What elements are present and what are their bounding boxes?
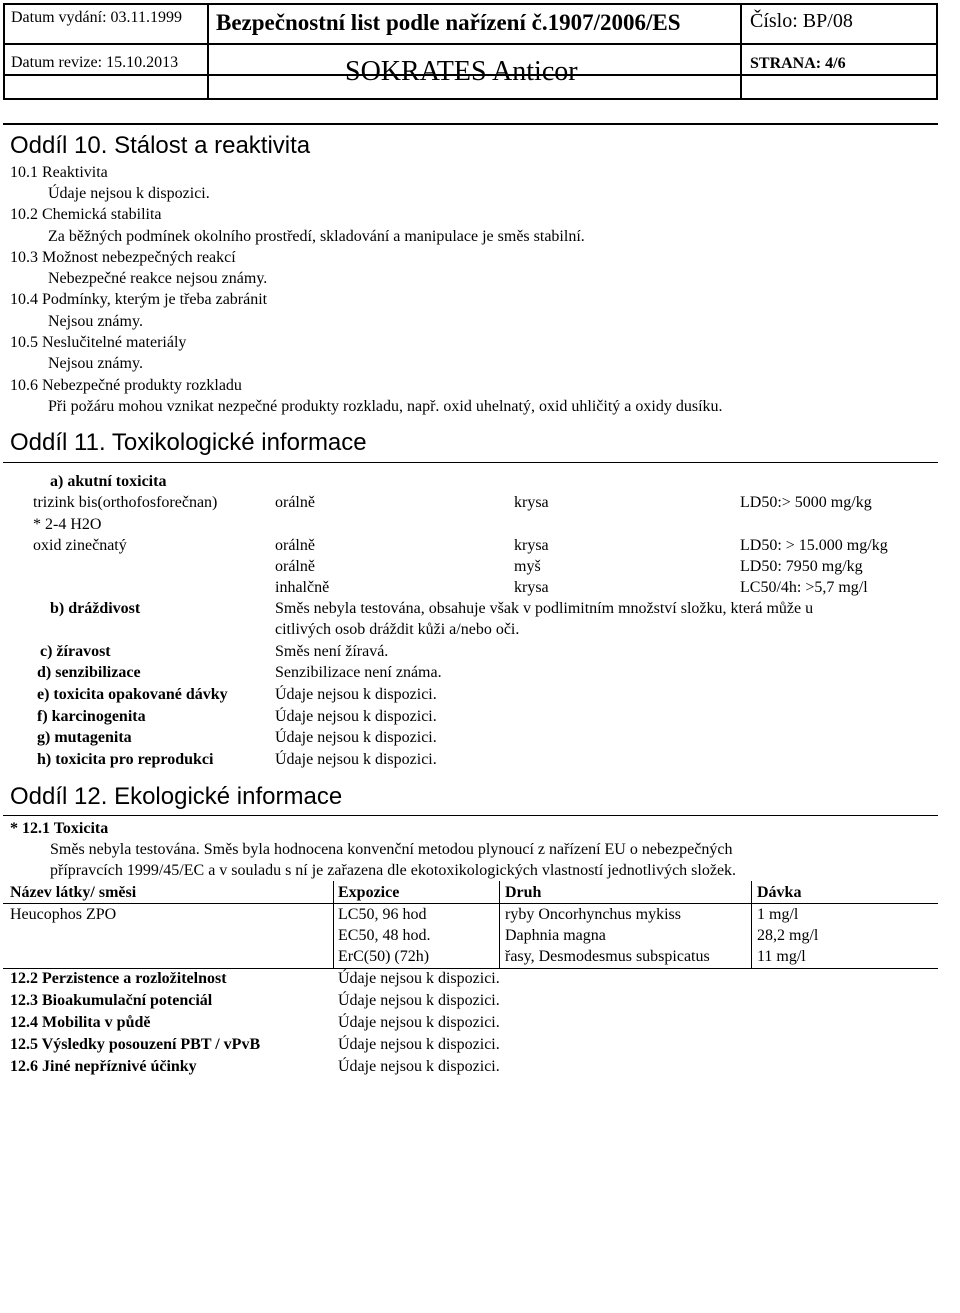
s12-row-label: 12.4 Mobilita v půdě <box>10 1014 151 1031</box>
substance-1-species: krysa <box>514 494 549 511</box>
table-header-substance: Název látky/ směsi <box>10 884 137 901</box>
s12-row-text: Údaje nejsou k dispozici. <box>338 1014 500 1031</box>
s12-1-text: Směs nebyla testována. Směs byla hodnocena konvenční metodou plynoucí z nařízení EU o nebezpečných <box>50 841 733 858</box>
table-rule <box>3 968 938 969</box>
tox-row-text: Údaje nejsou k dispozici. <box>275 686 437 703</box>
tox-row-label: f) karcinogenita <box>37 708 146 725</box>
product-name: SOKRATES Anticor <box>345 56 578 87</box>
substance-2-species: myš <box>514 558 541 575</box>
table-cell-exposure: LC50, 96 hod <box>338 906 427 923</box>
table-header-exposure: Expozice <box>338 884 400 901</box>
s10-3-text: Nebezpečné reakce nejsou známy. <box>48 270 268 287</box>
table-rule <box>333 881 334 968</box>
s12-1-heading: * 12.1 Toxicita <box>10 820 109 837</box>
table-rule <box>499 881 500 968</box>
s10-4-text: Nejsou známy. <box>48 313 143 330</box>
table-cell-species: ryby Oncorhynchus mykiss <box>505 906 681 923</box>
s10-5-heading: 10.5 Neslučitelné materiály <box>10 334 187 351</box>
substance-2-value: LD50: > 15.000 mg/kg <box>740 537 888 554</box>
irritation-text-cont: citlivých osob dráždit kůži a/nebo oči. <box>275 621 520 638</box>
tox-row-label: d) senzibilizace <box>37 664 141 681</box>
section-10-title: Oddíl 10. Stálost a reaktivita <box>10 132 311 159</box>
document-title: Bezpečnostní list podle nařízení č.1907/2006/ES <box>216 10 681 35</box>
tox-row-text: Údaje nejsou k dispozici. <box>275 751 437 768</box>
substance-2-species: krysa <box>514 537 549 554</box>
table-rule <box>3 903 938 904</box>
section-rule <box>3 815 938 816</box>
s12-row-label: 12.5 Výsledky posouzení PBT / vPvB <box>10 1036 261 1053</box>
tox-row-label: h) toxicita pro reprodukci <box>37 751 214 768</box>
s10-4-heading: 10.4 Podmínky, kterým je třeba zabránit <box>10 291 268 308</box>
s12-row-text: Údaje nejsou k dispozici. <box>338 970 500 987</box>
irritation-label: b) dráždivost <box>50 600 141 617</box>
s12-row-text: Údaje nejsou k dispozici. <box>338 1058 500 1075</box>
s10-6-heading: 10.6 Nebezpečné produkty rozkladu <box>10 377 242 394</box>
table-header-species: Druh <box>505 884 542 901</box>
table-cell-exposure: EC50, 48 hod. <box>338 927 431 944</box>
section-rule <box>3 462 938 463</box>
document-header <box>3 3 938 100</box>
substance-2-value: LC50/4h: >5,7 mg/l <box>740 579 868 596</box>
substance-1-name: trizink bis(orthofosforečnan) <box>33 494 218 511</box>
table-header-dose: Dávka <box>757 884 802 901</box>
substance-2-name: oxid zinečnatý <box>33 537 127 554</box>
revision-date: Datum revize: 15.10.2013 <box>11 54 179 71</box>
table-cell-dose: 11 mg/l <box>757 948 806 965</box>
substance-1-value: LD50:> 5000 mg/kg <box>740 494 872 511</box>
tox-row-label: g) mutagenita <box>37 729 132 746</box>
table-cell-dose: 1 mg/l <box>757 906 799 923</box>
section-rule <box>3 123 938 125</box>
s12-1-text-cont: přípravcích 1999/45/EC a v souladu s ní je zařazena dle ekotoxikologických vlastností jednotlivých složek. <box>50 862 737 879</box>
tox-row-text: Směs není žíravá. <box>275 643 389 660</box>
irritation-text: Směs nebyla testována, obsahuje však v podlimitním množství složku, která může u <box>275 600 814 617</box>
substance-2-route: orálně <box>275 537 315 554</box>
s10-1-heading: 10.1 Reaktivita <box>10 164 108 181</box>
table-cell-dose: 28,2 mg/l <box>757 927 819 944</box>
section-11-title: Oddíl 11. Toxikologické informace <box>10 429 367 456</box>
section-12-title: Oddíl 12. Ekologické informace <box>10 783 343 810</box>
substance-1-name-cont: * 2-4 H2O <box>33 516 102 533</box>
table-cell-species: Daphnia magna <box>505 927 606 944</box>
substance-2-route: inhalčně <box>275 579 330 596</box>
s10-5-text: Nejsou známy. <box>48 355 143 372</box>
header-divider <box>207 5 209 98</box>
substance-1-route: orálně <box>275 494 315 511</box>
substance-2-route: orálně <box>275 558 315 575</box>
tox-row-text: Údaje nejsou k dispozici. <box>275 729 437 746</box>
s12-row-text: Údaje nejsou k dispozici. <box>338 1036 500 1053</box>
s12-row-label: 12.2 Perzistence a rozložitelnost <box>10 970 227 987</box>
tox-row-text: Senzibilizace není známa. <box>275 664 442 681</box>
table-substance-name: Heucophos ZPO <box>10 906 117 923</box>
document-number: Číslo: BP/08 <box>750 10 853 32</box>
table-cell-species: řasy, Desmodesmus subspicatus <box>505 948 710 965</box>
substance-2-species: krysa <box>514 579 549 596</box>
s12-row-text: Údaje nejsou k dispozici. <box>338 992 500 1009</box>
table-cell-exposure: ErC(50) (72h) <box>338 948 430 965</box>
issue-date: Datum vydání: 03.11.1999 <box>11 9 182 26</box>
tox-row-text: Údaje nejsou k dispozici. <box>275 708 437 725</box>
s10-1-text: Údaje nejsou k dispozici. <box>48 185 210 202</box>
header-divider <box>740 5 742 98</box>
s10-2-text: Za běžných podmínek okolního prostředí, skladování a manipulace je směs stabilní. <box>48 228 585 245</box>
substance-2-value: LD50: 7950 mg/kg <box>740 558 863 575</box>
table-rule <box>751 881 752 968</box>
acute-toxicity-label: a) akutní toxicita <box>50 473 167 490</box>
header-divider <box>5 43 936 45</box>
s10-6-text: Při požáru mohou vznikat nezpečné produkty rozkladu, např. oxid uhelnatý, oxid uhličitý a oxidy dusíku. <box>48 398 723 415</box>
tox-row-label: c) žíravost <box>40 643 111 660</box>
s10-2-heading: 10.2 Chemická stabilita <box>10 206 162 223</box>
page-number: STRANA: 4/6 <box>750 55 846 72</box>
s10-3-heading: 10.3 Možnost nebezpečných reakcí <box>10 249 236 266</box>
tox-row-label: e) toxicita opakované dávky <box>37 686 228 703</box>
s12-row-label: 12.6 Jiné nepříznivé účinky <box>10 1058 197 1075</box>
s12-row-label: 12.3 Bioakumulační potenciál <box>10 992 213 1009</box>
